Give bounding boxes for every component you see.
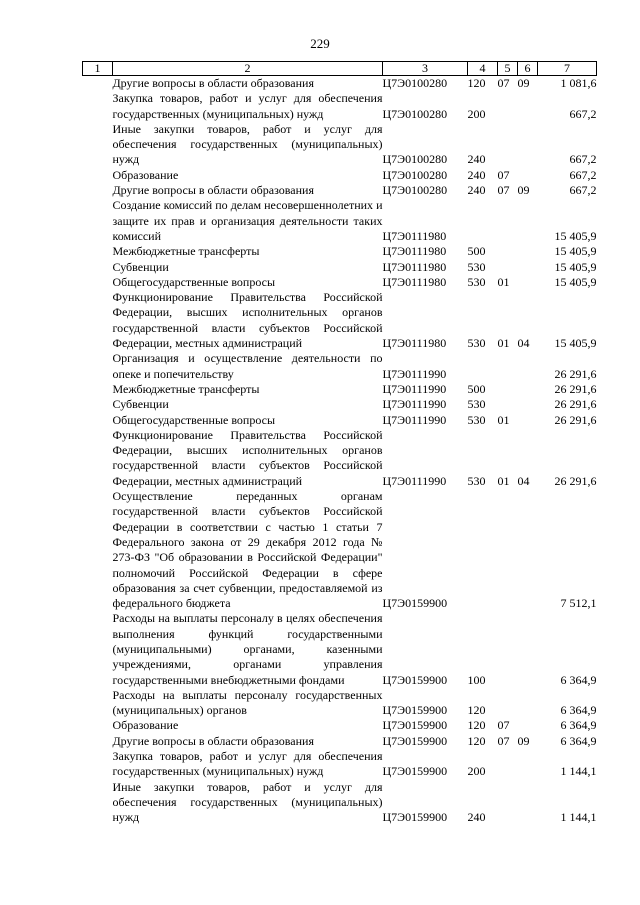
section-cell: 01 (497, 336, 510, 351)
amount-cell: 667,2 (569, 167, 597, 182)
target-code-cell: Ц7Э0111990 (382, 473, 447, 488)
row-index-cell (83, 688, 113, 719)
header-col-3: 3 (383, 62, 468, 76)
table-row (83, 428, 597, 489)
subsection-cell: 09 (517, 76, 530, 90)
expense-name-cell: Создание комиссий по делам несовершеннолетних и защите их прав и организация деятельности таких комиссий (112, 198, 383, 243)
target-code-cell: Ц7Э0100280 (382, 76, 448, 90)
amount-cell: 1 144,1 (560, 810, 597, 825)
row-index-cell (83, 91, 113, 122)
table-row (83, 76, 597, 92)
expense-type-cell: 240 (467, 810, 486, 825)
expense-name-cell: Образование (112, 167, 179, 182)
section-cell (498, 397, 518, 412)
section-cell: 01 (497, 274, 510, 289)
target-code-cell: Ц7Э0159900 (382, 596, 448, 611)
amount-cell: 15 405,9 (554, 244, 597, 259)
header-col-7: 7 (538, 62, 597, 76)
section-cell (498, 244, 518, 259)
target-code-cell: Ц7Э0159900 (382, 810, 448, 825)
table-row (83, 688, 597, 719)
subsection-cell: 09 (517, 183, 530, 198)
row-index-cell (83, 76, 113, 92)
subsection-cell (518, 413, 538, 428)
amount-cell: 26 291,6 (554, 412, 597, 427)
page-number: 229 (310, 36, 330, 51)
table-row (83, 198, 597, 244)
expense-name-cell: Функционирование Правительства Российской Федерации, высших исполнительных органов государственной власти субъектов Российской Федерации, местных администраций (112, 290, 383, 351)
target-code-cell: Ц7Э0100280 (382, 152, 448, 167)
target-code-cell: Ц7Э0159900 (382, 733, 448, 748)
section-cell (498, 489, 518, 611)
amount-cell: 26 291,6 (554, 397, 597, 412)
section-cell: 01 (497, 412, 510, 427)
section-cell (498, 780, 518, 826)
subsection-cell (518, 198, 538, 244)
header-row (83, 62, 597, 76)
section-cell (498, 351, 518, 382)
amount-cell: 667,2 (569, 106, 597, 121)
expense-type-cell: 120 (467, 76, 486, 90)
expense-type-cell: 530 (467, 336, 486, 351)
subsection-cell: 09 (517, 733, 530, 748)
expense-type-cell: 100 (467, 672, 486, 687)
subsection-cell (518, 351, 538, 382)
table-row (83, 489, 597, 611)
subsection-cell (518, 91, 538, 122)
subsection-cell (518, 244, 538, 259)
expense-type-cell: 200 (467, 764, 486, 779)
row-index-cell (83, 428, 113, 489)
expense-name-cell: Другие вопросы в области образования (112, 183, 314, 198)
subsection-cell: 04 (517, 473, 530, 488)
row-index-cell (83, 780, 113, 826)
expense-name-cell: Субвенции (112, 397, 169, 412)
table-row (83, 91, 597, 122)
expense-type-cell: 530 (467, 397, 486, 412)
target-code-cell: Ц7Э0100280 (382, 183, 448, 198)
expense-name-cell: Организация и осуществление деятельности по опеке и попечительству (112, 351, 383, 381)
amount-cell: 667,2 (569, 183, 597, 198)
expense-type-cell (468, 489, 498, 611)
row-index-cell (83, 275, 113, 290)
expense-type-cell: 500 (467, 381, 486, 396)
amount-cell: 6 364,9 (560, 733, 597, 748)
row-index-cell (83, 260, 113, 275)
amount-cell: 26 291,6 (554, 366, 597, 381)
subsection-cell (518, 397, 538, 412)
table-header (83, 62, 597, 76)
expense-type-cell: 530 (467, 274, 486, 289)
table-row (83, 244, 597, 259)
section-cell: 01 (497, 473, 510, 488)
table-body (83, 76, 597, 826)
expense-type-cell: 120 (467, 733, 486, 748)
table-row (83, 734, 597, 749)
target-code-cell: Ц7Э0159900 (382, 672, 448, 687)
expense-name-cell: Расходы на выплаты персоналу государственных (муниципальных) органов (112, 687, 383, 718)
header-col-1: 1 (83, 62, 113, 76)
table-row (83, 260, 597, 275)
table-row (83, 718, 597, 733)
expense-type-cell: 240 (467, 152, 486, 167)
subsection-cell (518, 749, 538, 780)
expense-name-cell: Осуществление переданных органам государственной власти субъектов Российской Федерации в соответствии с частью 1 статьи 7 Федерального закона от 29 декабря 2012 года № 273-ФЗ "Об образовании в Российской Федерации" полномочий Российской Федерации в сфере образования за счет субвенции, предоставляемой из федерального бюджета (112, 489, 383, 611)
row-index-cell (83, 382, 113, 397)
expense-name-cell: Закупка товаров, работ и услуг для обеспечения государственных (муниципальных) нужд (112, 749, 383, 779)
target-code-cell: Ц7Э0111990 (382, 366, 447, 381)
amount-cell: 15 405,9 (554, 336, 597, 351)
amount-cell: 15 405,9 (554, 228, 597, 243)
subsection-cell: 04 (517, 336, 530, 351)
subsection-cell (518, 122, 538, 168)
section-cell (498, 382, 518, 397)
target-code-cell: Ц7Э0100280 (382, 167, 448, 182)
amount-cell: 1 144,1 (560, 764, 597, 779)
row-index-cell (83, 489, 113, 611)
expense-name-cell: Расходы на выплаты персоналу в целях обеспечения выполнения функций государственными (муниципальными) органами, казенными учреждениями, органами управления государственными внебюджетными фондами (112, 611, 383, 687)
amount-cell: 6 364,9 (560, 718, 597, 733)
subsection-cell (518, 780, 538, 826)
target-code-cell: Ц7Э0111980 (382, 259, 447, 274)
expense-type-cell: 530 (467, 412, 486, 427)
table-row (83, 168, 597, 183)
section-cell (498, 749, 518, 780)
section-cell (498, 260, 518, 275)
target-code-cell: Ц7Э0111980 (382, 228, 447, 243)
expense-name-cell: Закупка товаров, работ и услуг для обеспечения государственных (муниципальных) нужд (112, 91, 383, 121)
row-index-cell (83, 749, 113, 780)
table-row (83, 290, 597, 351)
section-cell: 07 (497, 76, 510, 90)
expense-type-cell: 530 (467, 473, 486, 488)
amount-cell: 667,2 (569, 152, 597, 167)
expense-type-cell (468, 198, 498, 244)
target-code-cell: Ц7Э0111980 (382, 274, 447, 289)
section-cell (498, 91, 518, 122)
section-cell (498, 198, 518, 244)
target-code-cell: Ц7Э0111990 (382, 412, 447, 427)
expense-name-cell: Субвенции (112, 259, 169, 274)
table-row (83, 122, 597, 168)
section-cell (498, 122, 518, 168)
target-code-cell: Ц7Э0111980 (382, 336, 447, 351)
expense-name-cell: Общегосударственные вопросы (112, 412, 276, 427)
expense-type-cell: 120 (467, 703, 486, 718)
expense-type-cell: 530 (467, 259, 486, 274)
row-index-cell (83, 244, 113, 259)
subsection-cell (518, 260, 538, 275)
target-code-cell: Ц7Э0159900 (382, 703, 448, 718)
table-row (83, 351, 597, 382)
section-cell: 07 (497, 183, 510, 198)
subsection-cell (518, 489, 538, 611)
amount-cell: 1 081,6 (560, 76, 597, 90)
expense-name-cell: Другие вопросы в области образования (112, 733, 314, 748)
target-code-cell: Ц7Э0159900 (382, 718, 448, 733)
header-col-4: 4 (468, 62, 498, 76)
target-code-cell: Ц7Э0111980 (382, 244, 447, 259)
row-index-cell (83, 413, 113, 428)
section-cell: 07 (497, 167, 510, 182)
section-cell: 07 (497, 718, 510, 733)
expense-name-cell: Образование (112, 718, 179, 733)
row-index-cell (83, 122, 113, 168)
table-row (83, 397, 597, 412)
section-cell (498, 688, 518, 719)
expense-type-cell: 200 (467, 106, 486, 121)
table-row (83, 749, 597, 780)
row-index-cell (83, 351, 113, 382)
section-cell: 07 (497, 733, 510, 748)
amount-cell: 6 364,9 (560, 672, 597, 687)
amount-cell: 6 364,9 (560, 703, 597, 718)
subsection-cell (518, 718, 538, 733)
row-index-cell (83, 183, 113, 198)
expense-name-cell: Функционирование Правительства Российской Федерации, высших исполнительных органов государственной власти субъектов Российской Федерации, местных администраций (112, 427, 383, 488)
target-code-cell: Ц7Э0159900 (382, 764, 448, 779)
subsection-cell (518, 275, 538, 290)
expense-type-cell (468, 351, 498, 382)
amount-cell: 7 512,1 (560, 596, 597, 611)
header-col-5: 5 (498, 62, 518, 76)
row-index-cell (83, 198, 113, 244)
expense-name-cell: Межбюджетные трансферты (112, 244, 260, 259)
row-index-cell (83, 290, 113, 351)
amount-cell: 15 405,9 (554, 274, 597, 289)
expense-type-cell: 240 (467, 183, 486, 198)
row-index-cell (83, 168, 113, 183)
section-cell (498, 611, 518, 687)
subsection-cell (518, 382, 538, 397)
header-col-6: 6 (518, 62, 538, 76)
expense-name-cell: Межбюджетные трансферты (112, 381, 260, 396)
expense-name-cell: Другие вопросы в области образования (112, 76, 314, 90)
subsection-cell (518, 688, 538, 719)
expense-name-cell: Иные закупки товаров, работ и услуг для обеспечения государственных (муниципальных) нужд (112, 121, 383, 167)
header-col-2: 2 (113, 62, 383, 76)
row-index-cell (83, 397, 113, 412)
table-row (83, 780, 597, 826)
expense-name-cell: Иные закупки товаров, работ и услуг для обеспечения государственных (муниципальных) нужд (112, 779, 383, 825)
expense-type-cell: 120 (467, 718, 486, 733)
budget-table (82, 61, 597, 826)
subsection-cell (518, 168, 538, 183)
target-code-cell: Ц7Э0111990 (382, 397, 447, 412)
expense-type-cell: 500 (467, 244, 486, 259)
expense-name-cell: Общегосударственные вопросы (112, 274, 276, 289)
amount-cell: 15 405,9 (554, 259, 597, 274)
target-code-cell: Ц7Э0100280 (382, 106, 448, 121)
subsection-cell (518, 611, 538, 687)
row-index-cell (83, 734, 113, 749)
row-index-cell (83, 611, 113, 687)
table-row (83, 382, 597, 397)
target-code-cell: Ц7Э0111990 (382, 381, 447, 396)
expense-type-cell: 240 (467, 167, 486, 182)
table-row (83, 183, 597, 198)
table-row (83, 275, 597, 290)
table-row (83, 413, 597, 428)
amount-cell: 26 291,6 (554, 473, 597, 488)
table-row (83, 611, 597, 687)
amount-cell: 26 291,6 (554, 381, 597, 396)
row-index-cell (83, 718, 113, 733)
